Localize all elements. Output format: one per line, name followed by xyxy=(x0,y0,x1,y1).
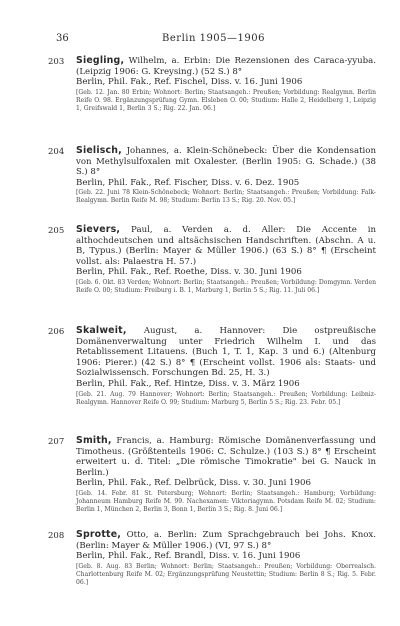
running-header xyxy=(56,33,371,45)
author-surname: Siegling, xyxy=(76,55,125,66)
bibliography-entry xyxy=(48,225,376,295)
entry-number: 206 xyxy=(48,327,65,337)
entry-title xyxy=(76,436,376,478)
entry-title-text: Wilhelm, a. Erbin: Die Rezensionen des Caraca-yyuba. (Leipzig 1906: G. Kreysing.) (52 S.) 8° xyxy=(76,56,376,77)
entry-title-text: Johannes, a. Klein-Schönebeck: Über die Kondensation von Methylsulfoxalen mit Oxalester. (Berlin 1905: G. Schade.) (38 S.) 8° xyxy=(76,146,376,178)
biographical-note: [Geb. 14. Febr. 81 St. Petersburg; Wohnort: Berlin; Staatsangeh.: Hamburg; Vorbildung: Johanneum Hamburg Reife M. 99. Nachexamen: Viktoriagymn. Potsdam Reife M. 02; Studium: Berlin 1, München 2, Berlin 3, Bonn 1, Berlin 3 S.; Rig. 8. Juni 06.] xyxy=(76,489,376,513)
faculty-line: Berlin, Phil. Fak., Ref. Hintze, Diss. v. 3. März 1906 xyxy=(76,378,300,389)
entry-title-text: August, a. Hannover: Die ostpreußische Domänenverwaltung unter Friedrich Wilhelm I. und das Retablissement Litauens. (Buch 1, T. 1, Kap. 3 und 6.) (Altenburg 1906: Pierer.) (42 S.) 8° ¶ (Erscheint vollst. 1906 als: Staats- und Sozialwissensch. Forschungen Bd. 25, H. 3.) xyxy=(76,326,376,379)
entry-title-text: Paul, a. Verden a. d. Aller: Die Accente in althochdeutschen und altsächsischen Handschriften. (Abschn. A u. B, Typus.) (Berlin: Mayer & Müller 1906.) (63 S.) 8° ¶ (Erscheint vollst. als: Palaestra H. 57.) xyxy=(76,225,376,267)
author-surname: Sprotte, xyxy=(76,529,122,540)
bibliography-entry xyxy=(48,326,376,407)
entry-title-text: Francis, a. Hamburg: Römische Domänenverfassung und Timotheus. (Größtenteils 1906: C. Schulze.) (103 S.) 8° ¶ Erscheint erweitert u. d. Titel: „Die römische Timokratie" bei G. Nauck in Berlin.) xyxy=(76,436,376,478)
entry-number: 203 xyxy=(48,57,65,67)
entry-number: 208 xyxy=(48,531,65,541)
faculty-line: Berlin, Phil. Fak., Ref. Delbrück, Diss. v. 30. Juni 1906 xyxy=(76,478,311,489)
author-surname: Sielisch, xyxy=(76,145,122,156)
biographical-note: [Geb. 8. Aug. 83 Berlin; Wohnort: Berlin; Staatsangeh.: Preußen; Vorbildung: Oberrealsch. Charlottenburg Reife M. 02; Ergänzungsprüfung Neustettin; Studium: Berlin 8 S.; Rig. 5. Febr. 06.] xyxy=(76,562,376,586)
bibliography-entry xyxy=(48,146,376,205)
entry-title xyxy=(76,225,376,267)
entry-title xyxy=(76,146,376,178)
bibliography-entry xyxy=(48,436,376,514)
page-number: 36 xyxy=(56,33,69,44)
faculty-line: Berlin, Phil. Fak., Ref. Fischer, Diss. v. 6. Dez. 1905 xyxy=(76,177,300,188)
faculty-line: Berlin, Phil. Fak., Ref. Fischel, Diss. v. 16. Juni 1906 xyxy=(76,77,303,88)
entry-title xyxy=(76,326,376,379)
author-surname: Sievers, xyxy=(76,224,121,235)
faculty-line: Berlin, Phil. Fak., Ref. Brandl, Diss. v. 16. Juni 1906 xyxy=(76,551,301,562)
faculty-line: Berlin, Phil. Fak., Ref. Roethe, Diss. v. 30. Juni 1906 xyxy=(76,267,302,278)
author-surname: Smith, xyxy=(76,435,112,446)
bibliography-entry xyxy=(48,56,376,113)
entry-number: 205 xyxy=(48,226,65,236)
entry-title xyxy=(76,56,376,77)
running-head-title: Berlin 1905—1906 xyxy=(162,33,265,44)
entry-number: 204 xyxy=(48,147,65,157)
biographical-note: [Geb. 12. Jan. 80 Erbin; Wohnort: Berlin; Staatsangeh.: Preußen; Vorbildung: Realgymn. Berlin Reife O. 98. Ergänzungsprüfung Gymn. Elsleben O. 00; Studium: Halle 2, Heidelberg 1, Leipzig 1, Greifswald 1, Berlin 3 S.; Rig. 22. Jan. 06.] xyxy=(76,88,376,112)
biographical-note: [Geb. 21. Aug. 79 Hannover; Wohnort: Berlin; Staatsangeh.: Preußen; Vorbildung: Leibniz-Realgymn. Hannover Reife O. 99; Studium: Marburg 5, Berlin 5 S.; Rig. 23. Febr. 05.] xyxy=(76,390,376,406)
biographical-note: [Geb. 22. Juni 78 Klein-Schönebeck; Wohnort: Berlin; Staatsangeh.: Preußen; Vorbildung: Falk-Realgymn. Berlin Reife M. 98; Studium: Berlin 13 S.; Rig. 20. Nov. 05.] xyxy=(76,189,376,205)
entry-title xyxy=(76,530,376,551)
author-surname: Skalweit, xyxy=(76,325,127,336)
entry-title-text: Otto, a. Berlin: Zum Sprachgebrauch bei Johs. Knox. (Berlin: Mayer & Müller 1906.) (VI, 97 S.) 8° xyxy=(76,530,377,551)
entry-number: 207 xyxy=(48,437,65,447)
biographical-note: [Geb. 6. Okt. 83 Verden; Wohnort: Berlin; Staatsangeh.: Preußen; Vorbildung: Domgymn. Verden Reife O. 00; Studium: Freiburg i. B. 1, Marburg 1, Berlin 5 S.; Rig. 11. Juli 06.] xyxy=(76,278,376,294)
bibliography-entry xyxy=(48,530,376,587)
